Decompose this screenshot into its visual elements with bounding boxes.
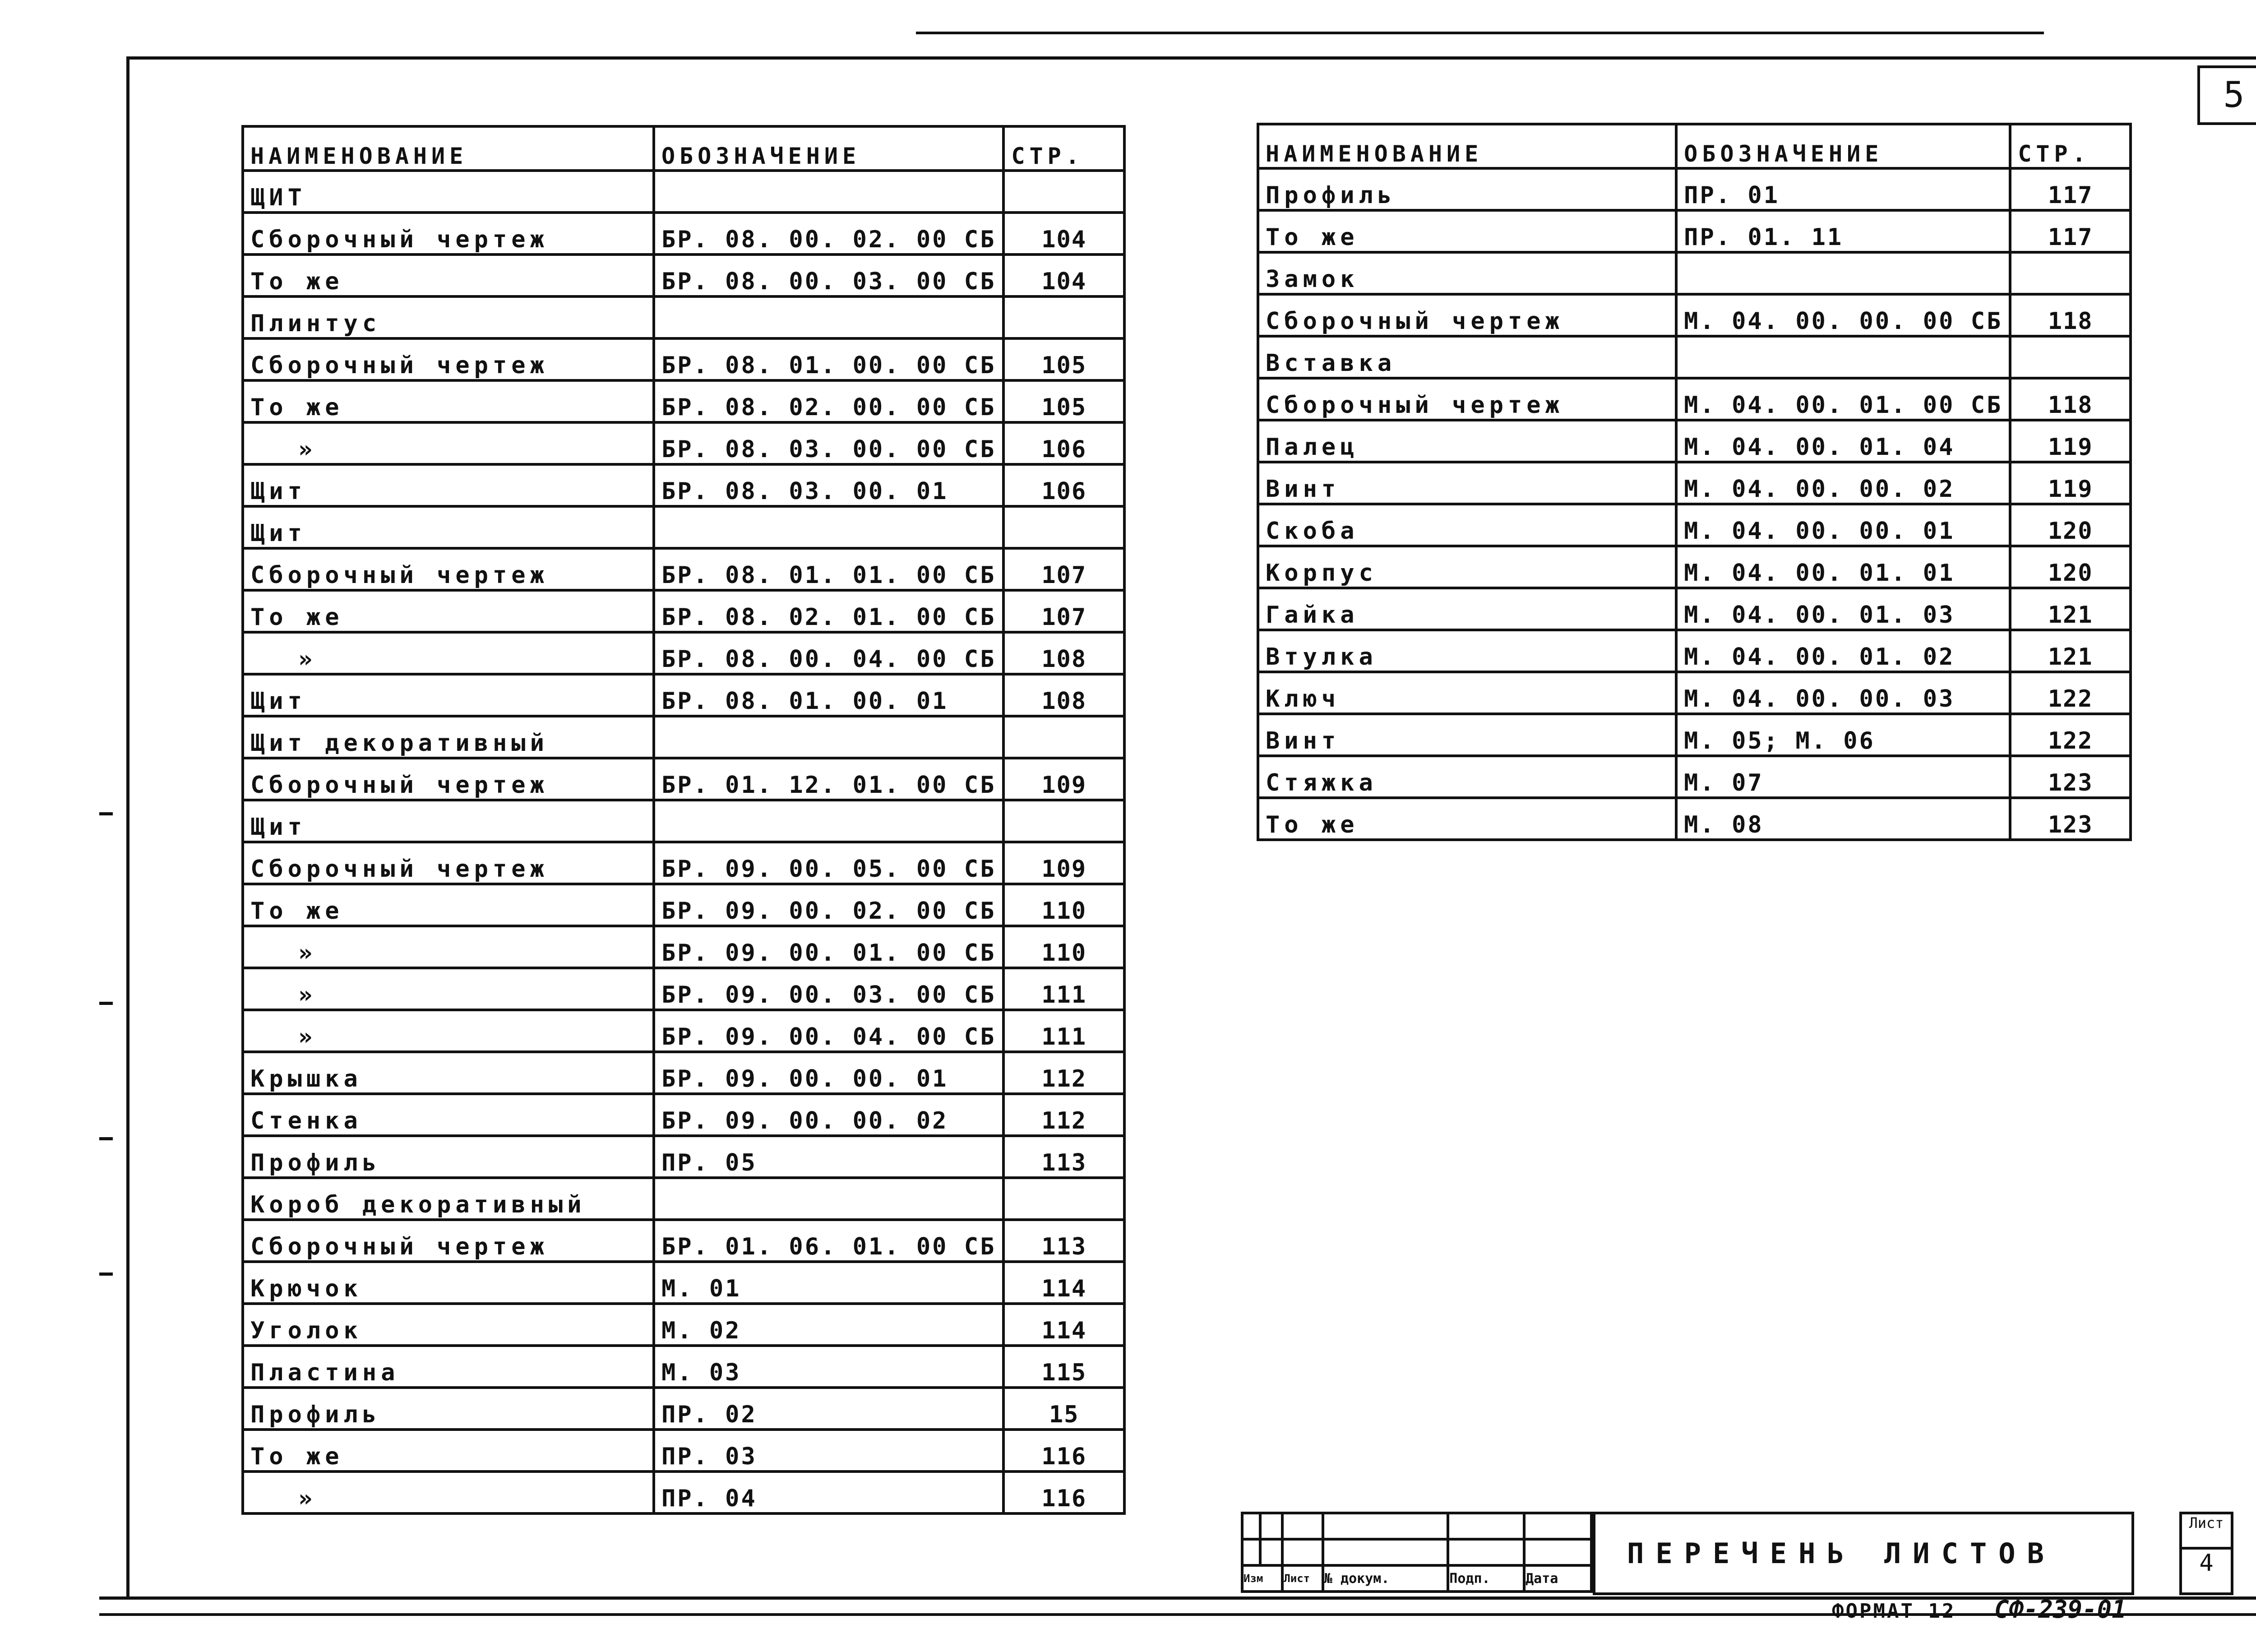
row-designation: БР. 08. 03. 00. 00 СБ (654, 422, 1003, 464)
table-row (243, 1262, 1124, 1304)
row-page: 110 (1003, 884, 1124, 926)
header-page: СТР. (1003, 126, 1124, 171)
table-row (243, 968, 1124, 1010)
row-name: Палец (1258, 420, 1676, 462)
row-name: Щит (243, 506, 654, 548)
row-designation: ПР. 03 (654, 1430, 1003, 1472)
row-name: Сборочный чертеж (243, 1220, 654, 1262)
row-name: Пластина (243, 1346, 654, 1388)
row-designation: БР. 09. 00. 01. 00 СБ (654, 926, 1003, 968)
row-name: Сборочный чертеж (243, 548, 654, 590)
table-row (243, 926, 1124, 968)
row-designation: БР. 08. 03. 00. 01 (654, 464, 1003, 506)
table-header-row (1258, 124, 2131, 168)
row-name: Щит (243, 800, 654, 842)
table-row (243, 380, 1124, 422)
row-designation: БР. 09. 00. 04. 00 СБ (654, 1010, 1003, 1052)
row-page: 113 (1003, 1136, 1124, 1178)
row-page: 116 (1003, 1430, 1124, 1472)
row-name: Плинтус (243, 296, 654, 338)
row-page: 116 (1003, 1472, 1124, 1513)
row-name: Корпус (1258, 546, 1676, 588)
table-row (1258, 756, 2131, 798)
table-row (243, 255, 1124, 296)
row-page (1003, 716, 1124, 758)
row-page: 107 (1003, 590, 1124, 632)
row-page: 114 (1003, 1304, 1124, 1346)
row-designation: БР. 01. 12. 01. 00 СБ (654, 758, 1003, 800)
row-name: То же (243, 380, 654, 422)
row-name: » (243, 1472, 654, 1513)
row-page: 112 (1003, 1052, 1124, 1094)
right-table-body (1258, 168, 2131, 840)
table-row (1258, 504, 2131, 546)
row-designation (654, 800, 1003, 842)
table-row (243, 1472, 1124, 1513)
row-page: 122 (2010, 672, 2131, 714)
table-row (243, 674, 1124, 716)
row-designation: БР. 08. 01. 01. 00 СБ (654, 548, 1003, 590)
col-label-sign: Подп. (1448, 1565, 1524, 1592)
row-designation (654, 506, 1003, 548)
frame-top-line (126, 56, 2256, 60)
row-name: » (243, 968, 654, 1010)
table-row (243, 1304, 1124, 1346)
row-page: 110 (1003, 926, 1124, 968)
table-row (1258, 252, 2131, 294)
row-name: Сборочный чертеж (243, 758, 654, 800)
row-name: Щит (243, 674, 654, 716)
row-designation: БР. 09. 00. 03. 00 СБ (654, 968, 1003, 1010)
format-label: ФОРМАТ 12 (1832, 1600, 1956, 1623)
table-row (243, 1388, 1124, 1430)
row-designation: М. 08 (1676, 798, 2010, 840)
table-row (243, 506, 1124, 548)
table-row (243, 422, 1124, 464)
row-designation: М. 04. 00. 00. 02 (1676, 462, 2010, 504)
row-page: 108 (1003, 632, 1124, 674)
row-page: 118 (2010, 294, 2131, 336)
header-designation: ОБОЗНАЧЕНИЕ (654, 126, 1003, 171)
table-row (243, 171, 1124, 213)
table-row (243, 548, 1124, 590)
table-row (1258, 294, 2131, 336)
row-designation: М. 03 (654, 1346, 1003, 1388)
row-designation: М. 04. 00. 00. 00 СБ (1676, 294, 2010, 336)
row-page (1003, 1178, 1124, 1220)
row-designation: М. 04. 00. 01. 04 (1676, 420, 2010, 462)
binding-tick-3 (99, 1137, 113, 1140)
row-designation: М. 04. 00. 01. 03 (1676, 588, 2010, 630)
table-row (243, 716, 1124, 758)
row-name: Щит декоративный (243, 716, 654, 758)
row-designation: М. 04. 00. 01. 00 СБ (1676, 378, 2010, 420)
table-row (243, 464, 1124, 506)
row-designation: М. 04. 00. 00. 03 (1676, 672, 2010, 714)
row-designation (654, 1178, 1003, 1220)
row-designation: БР. 08. 01. 00. 01 (654, 674, 1003, 716)
row-name: Сборочный чертеж (243, 338, 654, 380)
table-row (243, 213, 1124, 255)
row-name: Ключ (1258, 672, 1676, 714)
table-row (243, 1052, 1124, 1094)
table-row (1258, 546, 2131, 588)
row-designation: М. 05; М. 06 (1676, 714, 2010, 756)
row-page: 115 (1003, 1346, 1124, 1388)
row-page: 105 (1003, 338, 1124, 380)
row-designation: БР. 08. 02. 00. 00 СБ (654, 380, 1003, 422)
row-page: 104 (1003, 255, 1124, 296)
row-name: Замок (1258, 252, 1676, 294)
row-designation: БР. 08. 01. 00. 00 СБ (654, 338, 1003, 380)
row-page: 122 (2010, 714, 2131, 756)
sheet-number-box (2179, 1512, 2233, 1595)
table-row (243, 800, 1124, 842)
col-label-date: Дата (1524, 1565, 1591, 1592)
row-name: То же (243, 590, 654, 632)
row-name: » (243, 422, 654, 464)
row-name: Профиль (243, 1388, 654, 1430)
row-page (2010, 252, 2131, 294)
row-name: Крючок (243, 1262, 654, 1304)
revision-grid (1241, 1512, 1593, 1593)
sheet-label: Лист (2182, 1514, 2231, 1550)
row-name: Стяжка (1258, 756, 1676, 798)
row-name: Винт (1258, 462, 1676, 504)
row-designation: ПР. 02 (654, 1388, 1003, 1430)
binding-tick-2 (99, 1002, 113, 1005)
row-page: 117 (2010, 210, 2131, 252)
table-row (243, 296, 1124, 338)
table-row (1258, 630, 2131, 672)
row-page: 109 (1003, 842, 1124, 884)
row-name: ЩИТ (243, 171, 654, 213)
row-name: Уголок (243, 1304, 654, 1346)
header-name: НАИМЕНОВАНИЕ (1258, 124, 1676, 168)
row-designation: БР. 08. 00. 03. 00 СБ (654, 255, 1003, 296)
row-name: Сборочный чертеж (1258, 378, 1676, 420)
table-row (1258, 672, 2131, 714)
row-designation: М. 04. 00. 00. 01 (1676, 504, 2010, 546)
row-name: Стенка (243, 1094, 654, 1136)
table-row (243, 590, 1124, 632)
row-name: » (243, 632, 654, 674)
row-page: 113 (1003, 1220, 1124, 1262)
title-block (1241, 1512, 2247, 1595)
row-page: 112 (1003, 1094, 1124, 1136)
row-name: Крышка (243, 1052, 654, 1094)
document-title: ПЕРЕЧЕНЬ ЛИСТОВ (1593, 1512, 2134, 1595)
row-name: То же (243, 1430, 654, 1472)
table-header-row (243, 126, 1124, 171)
row-name: То же (1258, 798, 1676, 840)
row-name: Сборочный чертеж (1258, 294, 1676, 336)
row-page: 120 (2010, 546, 2131, 588)
table-row (1258, 588, 2131, 630)
row-page: 106 (1003, 464, 1124, 506)
row-page: 105 (1003, 380, 1124, 422)
left-table-body (243, 171, 1124, 1513)
row-name: Втулка (1258, 630, 1676, 672)
row-page: 119 (2010, 462, 2131, 504)
row-page: 123 (2010, 756, 2131, 798)
left-list-table (241, 125, 1126, 1515)
row-name: Короб декоративный (243, 1178, 654, 1220)
row-name: » (243, 926, 654, 968)
row-page (1003, 296, 1124, 338)
row-name: Профиль (1258, 168, 1676, 210)
table-row (243, 1010, 1124, 1052)
row-page (2010, 336, 2131, 378)
row-page: 15 (1003, 1388, 1124, 1430)
table-row (1258, 168, 2131, 210)
row-page: 117 (2010, 168, 2131, 210)
row-designation: БР. 09. 00. 05. 00 СБ (654, 842, 1003, 884)
table-row (243, 1430, 1124, 1472)
row-designation: М. 04. 00. 01. 02 (1676, 630, 2010, 672)
row-page: 121 (2010, 630, 2131, 672)
row-page (1003, 800, 1124, 842)
table-row (1258, 420, 2131, 462)
row-name: Скоба (1258, 504, 1676, 546)
row-designation: М. 01 (654, 1262, 1003, 1304)
row-designation: БР. 08. 02. 01. 00 СБ (654, 590, 1003, 632)
row-page: 120 (2010, 504, 2131, 546)
table-row (243, 632, 1124, 674)
document-code: СФ-239-01 (1994, 1595, 2127, 1624)
row-page: 106 (1003, 422, 1124, 464)
row-page (1003, 506, 1124, 548)
col-label-doc: № докум. (1323, 1565, 1448, 1592)
row-designation (654, 296, 1003, 338)
row-page: 114 (1003, 1262, 1124, 1304)
sheet-value: 4 (2199, 1550, 2214, 1577)
row-page: 108 (1003, 674, 1124, 716)
header-name: НАИМЕНОВАНИЕ (243, 126, 654, 171)
row-page: 123 (2010, 798, 2131, 840)
row-page: 119 (2010, 420, 2131, 462)
row-name: Вставка (1258, 336, 1676, 378)
table-row (1258, 336, 2131, 378)
row-designation (654, 716, 1003, 758)
sheet-stamp-number: 5 (2197, 65, 2256, 125)
row-designation: БР. 09. 00. 00. 02 (654, 1094, 1003, 1136)
row-name: То же (243, 884, 654, 926)
right-list-table (1257, 123, 2132, 841)
row-page: 104 (1003, 213, 1124, 255)
row-designation: М. 02 (654, 1304, 1003, 1346)
binding-tick-4 (99, 1273, 113, 1276)
row-name: Сборочный чертеж (243, 842, 654, 884)
header-page: СТР. (2010, 124, 2131, 168)
binding-tick-1 (99, 812, 113, 815)
table-row (1258, 210, 2131, 252)
row-designation: ПР. 05 (654, 1136, 1003, 1178)
row-designation: БР. 09. 00. 02. 00 СБ (654, 884, 1003, 926)
table-row (1258, 714, 2131, 756)
row-name: » (243, 1010, 654, 1052)
row-name: То же (1258, 210, 1676, 252)
row-designation (654, 171, 1003, 213)
col-label-izm: Изм (1242, 1565, 1282, 1592)
row-designation (1676, 252, 2010, 294)
row-designation: БР. 08. 00. 04. 00 СБ (654, 632, 1003, 674)
table-row (1258, 462, 2131, 504)
frame-top-short-line (916, 32, 2044, 34)
row-designation: БР. 01. 06. 01. 00 СБ (654, 1220, 1003, 1262)
col-label-list: Лист (1282, 1565, 1323, 1592)
row-page: 107 (1003, 548, 1124, 590)
row-page: 118 (2010, 378, 2131, 420)
table-row (243, 842, 1124, 884)
table-row (243, 1136, 1124, 1178)
row-name: Щит (243, 464, 654, 506)
table-row (243, 1220, 1124, 1262)
row-designation (1676, 336, 2010, 378)
row-page: 111 (1003, 1010, 1124, 1052)
table-row (1258, 378, 2131, 420)
row-page: 111 (1003, 968, 1124, 1010)
table-row (1258, 798, 2131, 840)
row-designation: ПР. 01 (1676, 168, 2010, 210)
row-designation: БР. 08. 00. 02. 00 СБ (654, 213, 1003, 255)
frame-left-line (126, 56, 129, 1600)
table-row (243, 884, 1124, 926)
table-row (243, 758, 1124, 800)
table-row (243, 1178, 1124, 1220)
row-name: Гайка (1258, 588, 1676, 630)
row-designation: БР. 09. 00. 00. 01 (654, 1052, 1003, 1094)
row-page (1003, 171, 1124, 213)
row-designation: ПР. 01. 11 (1676, 210, 2010, 252)
row-designation: М. 04. 00. 01. 01 (1676, 546, 2010, 588)
row-name: Сборочный чертеж (243, 213, 654, 255)
table-row (243, 1346, 1124, 1388)
row-page: 109 (1003, 758, 1124, 800)
row-name: Винт (1258, 714, 1676, 756)
table-row (243, 1094, 1124, 1136)
row-designation: ПР. 04 (654, 1472, 1003, 1513)
frame-bottom-line (99, 1596, 2256, 1600)
row-page: 121 (2010, 588, 2131, 630)
row-name: То же (243, 255, 654, 296)
row-designation: М. 07 (1676, 756, 2010, 798)
table-row (243, 338, 1124, 380)
row-name: Профиль (243, 1136, 654, 1178)
header-designation: ОБОЗНАЧЕНИЕ (1676, 124, 2010, 168)
